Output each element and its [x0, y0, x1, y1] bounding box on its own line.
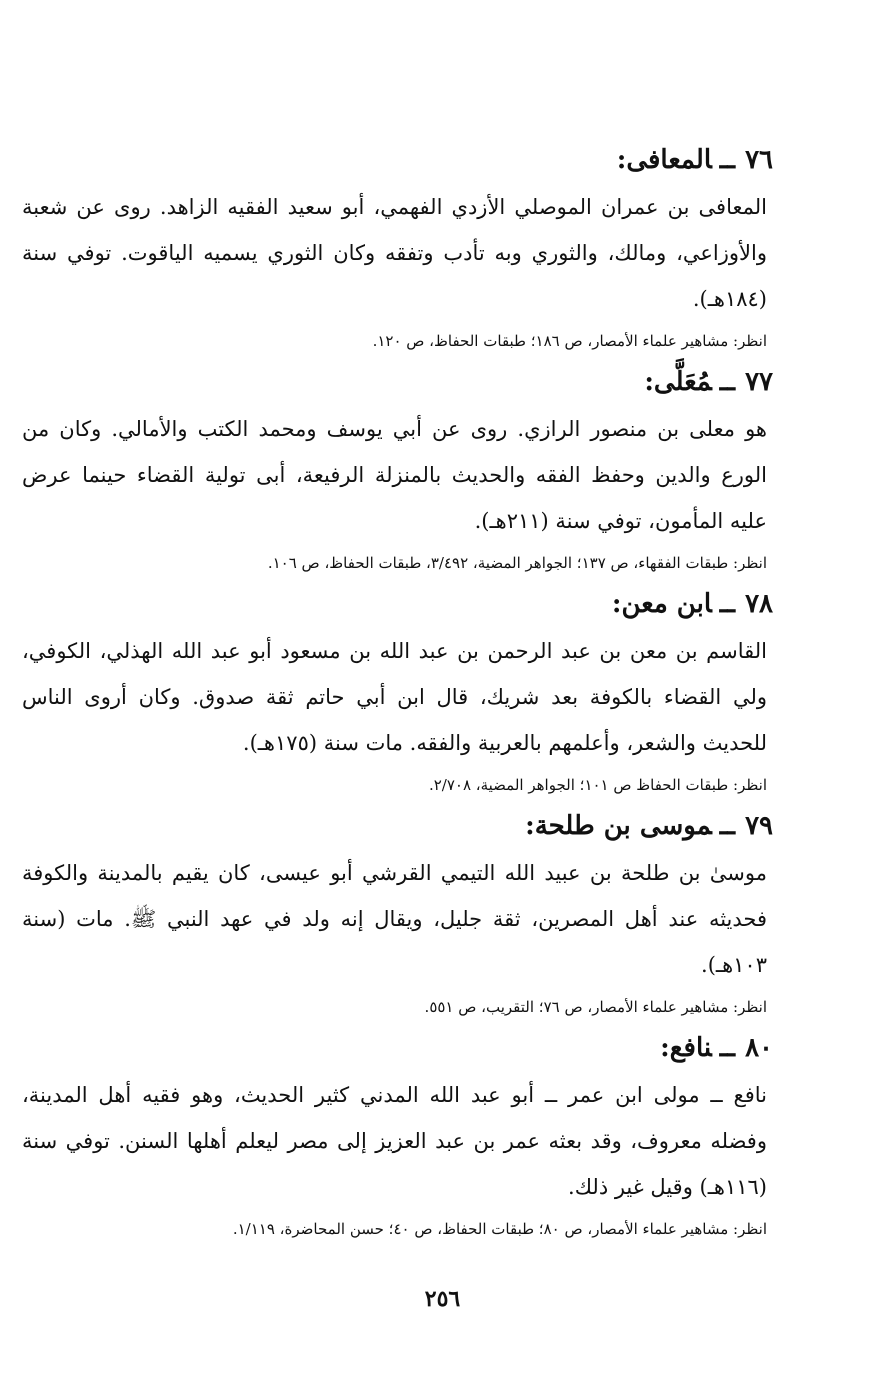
- entry-76: [22, 140, 773, 354]
- page-number: ٢٥٦: [424, 1286, 461, 1312]
- entry-body: نافع ــ مولى ابن عمر ــ أبو عبد الله المدني كثير الحديث، وهو فقيه أهل المدينة، وفضله معروف، وقد بعثه عمر بن عبد العزيز إلى مصر ليعلم أهلها السنن. توفي سنة (١١٦هـ) وقيل غير ذلك.: [22, 1083, 767, 1199]
- entry-title: ابن معن:: [611, 589, 712, 619]
- entry-reference: انظر: مشاهير علماء الأمصار، ص ٨٠؛ طبقات الحفاظ، ص ٤٠؛ حسن المحاضرة، ١/١١٩.: [232, 1220, 767, 1238]
- entry-80: [22, 1028, 773, 1242]
- entry-reference: انظر: مشاهير علماء الأمصار، ص ٧٦؛ التقريب، ص ٥٥١.: [424, 998, 767, 1016]
- entry-number: ٧٧: [745, 367, 773, 397]
- entry-title: المعافى:: [616, 145, 712, 175]
- entry-dash: ــ: [719, 145, 735, 175]
- entry-number: ٧٦: [745, 145, 773, 175]
- entry-dash: ــ: [719, 367, 735, 397]
- entry-heading: [22, 362, 773, 402]
- entry-body: المعافى بن عمران الموصلي الأزدي الفهمي، أبو سعيد الفقيه الزاهد. روى عن شعبة والأوزاعي، ومالك، والثوري وبه تأدب وتفقه وكان الثوري يسميه الياقوت. توفي سنة (١٨٤هـ).: [22, 195, 767, 311]
- entry-heading: [22, 1028, 773, 1068]
- document-page: [22, 140, 773, 1250]
- entry-79: [22, 806, 773, 1020]
- entry-reference: انظر: طبقات الحفاظ ص ١٠١؛ الجواهر المضية، ٢/٧٠٨.: [428, 776, 767, 794]
- entry-number: ٧٨: [745, 589, 773, 619]
- entry-heading: [22, 140, 773, 180]
- entry-title: موسى بن طلحة:: [525, 811, 712, 841]
- entry-heading: [22, 584, 773, 624]
- entry-body: موسىٰ بن طلحة بن عبيد الله التيمي القرشي أبو عيسى، كان يقيم بالمدينة والكوفة فحديثه عند أهل المصرين، ثقة جليل، ويقال إنه ولد في عهد النبي ﷺ. مات (سنة ١٠٣هـ).: [22, 861, 767, 977]
- entry-title: نافع:: [660, 1033, 712, 1063]
- entry-dash: ــ: [719, 811, 735, 841]
- entry-body: القاسم بن معن بن عبد الرحمن بن عبد الله بن مسعود أبو عبد الله الهذلي، الكوفي، ولي القضاء بالكوفة بعد شريك، قال ابن أبي حاتم ثقة صدوق. وكان أروى الناس للحديث والشعر، وأعلمهم بالعربية والفقه. مات سنة (١٧٥هـ).: [22, 639, 767, 755]
- entry-77: [22, 362, 773, 576]
- entry-number: ٧٩: [745, 811, 773, 841]
- entry-reference: انظر: طبقات الفقهاء، ص ١٣٧؛ الجواهر المضية، ٣/٤٩٢، طبقات الحفاظ، ص ١٠٦.: [267, 554, 767, 572]
- entry-body: هو معلى بن منصور الرازي. روى عن أبي يوسف ومحمد الكتب والأمالي. وكان من الورع والدين وحفظ الفقه والحديث بالمنزلة الرفيعة، أبى تولية القضاء حينما عرض عليه المأمون، توفي سنة (٢١١هـ).: [22, 417, 767, 533]
- entry-title: مُعَلَّى:: [644, 367, 712, 397]
- entry-heading: [22, 806, 773, 846]
- entry-dash: ــ: [719, 589, 735, 619]
- entry-78: [22, 584, 773, 798]
- entry-number: ٨٠: [745, 1033, 773, 1063]
- entry-dash: ــ: [719, 1033, 735, 1063]
- entry-reference: انظر: مشاهير علماء الأمصار، ص ١٨٦؛ طبقات الحفاظ، ص ١٢٠.: [372, 332, 767, 350]
